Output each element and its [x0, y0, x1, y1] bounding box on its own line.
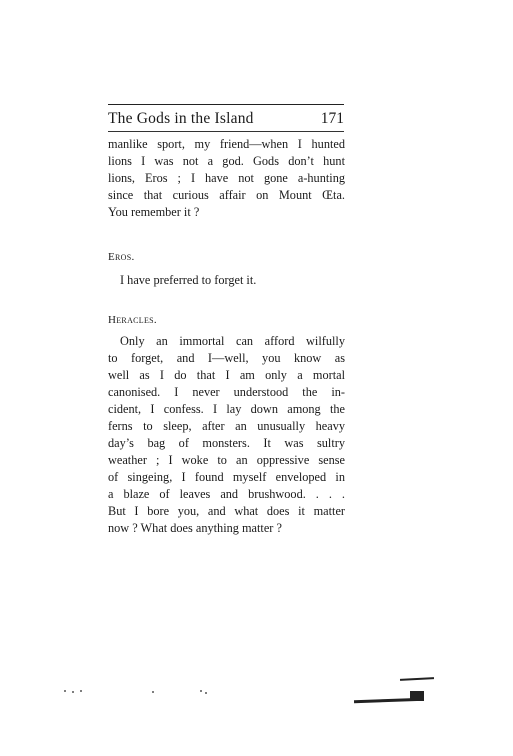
- eros-speech: [108, 272, 345, 289]
- text-line: day’s bag of monsters. It was sultry: [108, 436, 345, 450]
- scan-speck: [64, 690, 66, 692]
- speaker-eros: Eros.: [108, 251, 135, 263]
- text-line: canonised. I never understood the in-: [108, 385, 345, 399]
- text-line: since that curious affair on Mount Œta.: [108, 188, 345, 202]
- text-line: I have preferred to forget it.: [120, 273, 257, 287]
- scan-speck: [80, 690, 82, 692]
- text-line: But I bore you, and what does it matter: [108, 504, 345, 518]
- scan-speck: [152, 691, 154, 693]
- scan-speck: [200, 690, 202, 692]
- scan-artifact: [410, 691, 424, 701]
- text-line: well as I do that I am only a mortal: [108, 368, 345, 382]
- page-number: 171: [320, 110, 344, 127]
- text-line: You remember it ?: [108, 205, 200, 219]
- text-line: to forget, and I—well, you know as: [108, 351, 345, 365]
- continued-passage: [108, 136, 345, 221]
- text-line: lions I was not a god. Gods don’t hunt: [108, 154, 345, 168]
- scan-artifact: [400, 677, 434, 681]
- text-line: lions, Eros ; I have not gone a-hunting: [108, 171, 345, 185]
- text-line: ferns to sleep, after an unusually heavy: [108, 419, 345, 433]
- text-line: a blaze of leaves and brushwood. . . .: [108, 487, 345, 501]
- text-line: now ? What does anything matter ?: [108, 521, 282, 535]
- scan-speck: [72, 691, 74, 693]
- text-line: weather ; I woke to an oppressive sense: [108, 453, 345, 467]
- text-line: cident, I confess. I lay down among the: [108, 402, 345, 416]
- running-head: [108, 104, 344, 132]
- text-line: of singeing, I found myself enveloped in: [108, 470, 345, 484]
- heracles-speech: [108, 333, 345, 537]
- text-line: manlike sport, my friend—when I hunted: [108, 137, 345, 151]
- running-title: The Gods in the Island: [108, 110, 254, 127]
- text-line: Only an immortal can afford wilfully: [120, 334, 345, 348]
- scan-speck: [205, 692, 207, 694]
- speaker-heracles: Heracles.: [108, 314, 157, 326]
